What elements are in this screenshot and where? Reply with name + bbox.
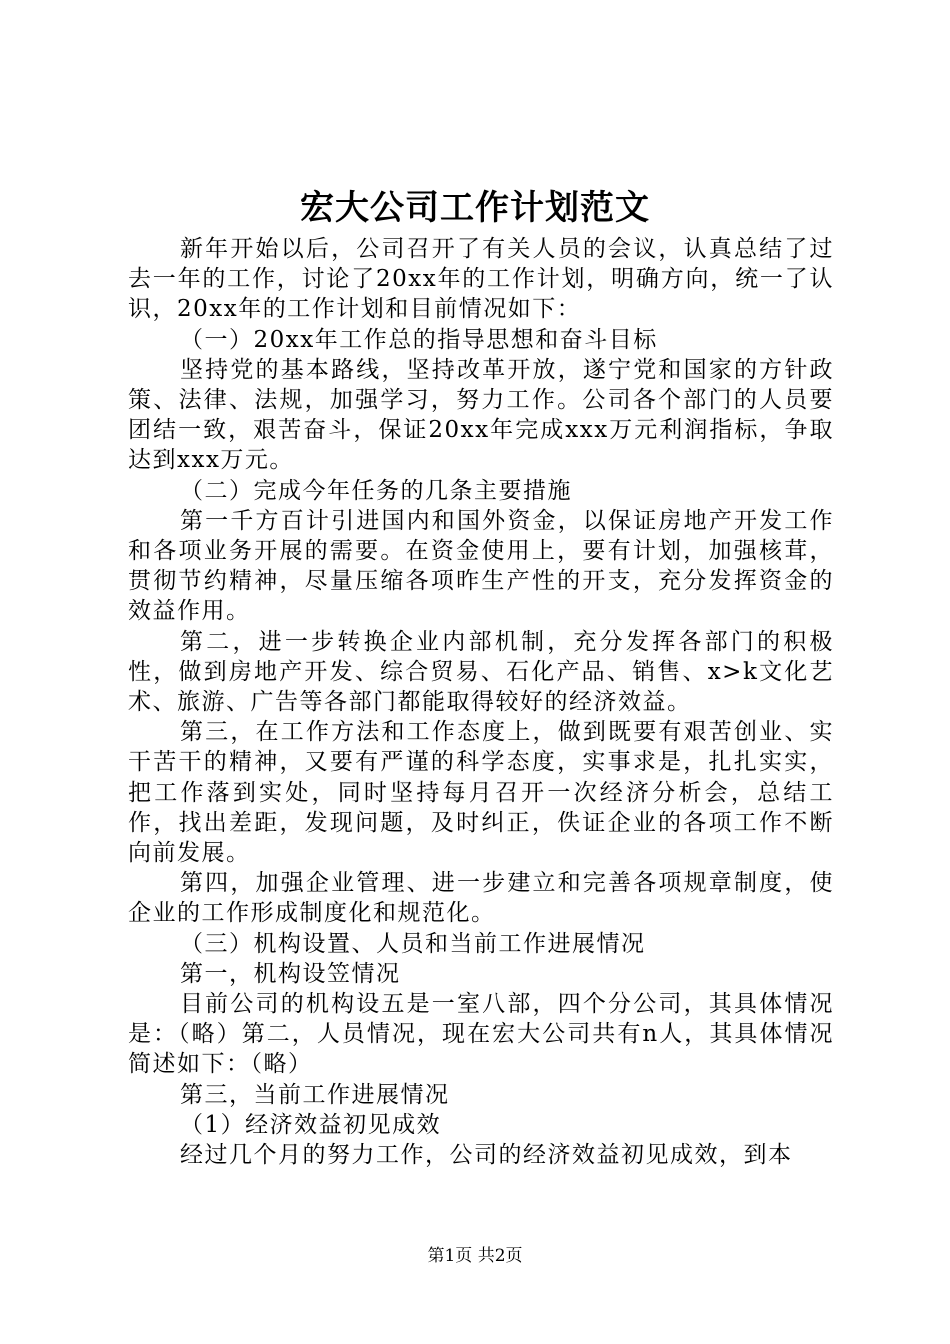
document-title: 宏大公司工作计划范文 bbox=[300, 188, 650, 228]
paragraph-measure-2: 第二，进一步转换企业内部机制，充分发挥各部门的积极性，做到房地产开发、综合贸易、石化产品、销售、x>k文化艺术、旅游、广告等各部门都能取得较好的经济效益。 bbox=[128, 628, 834, 716]
subheading-economic-results: （1）经济效益初见成效 bbox=[180, 1111, 442, 1138]
paragraph-intro: 新年开始以后，公司召开了有关人员的会议，认真总结了过去一年的工作，讨论了20xx年的工作计划，明确方向，统一了认识，20xx年的工作计划和目前情况如下： bbox=[128, 236, 834, 323]
paragraph-measure-3: 第三，在工作方法和工作态度上，做到既要有艰苦创业、实干苦干的精神，又要有严谨的科学态度，实事求是，扎扎实实，把工作落到实处，同时坚持每月召开一次经济分析会，总结工作，找出差距，发现问题，及时纠正，佚证企业的各项工作不断向前发展。 bbox=[128, 719, 834, 867]
subheading-organization: 第一，机构设笠情况 bbox=[180, 960, 401, 987]
paragraph-measure-4: 第四，加强企业管理、进一步建立和完善各项规章制度，使企业的工作形成制度化和规范化。 bbox=[128, 870, 834, 927]
document-body bbox=[128, 234, 834, 1170]
section-heading-2: （二）完成今年任务的几条主要措施 bbox=[180, 477, 572, 504]
paragraph-guiding-thought: 坚持党的基本路线，坚持改革开放，遂宁党和国家的方针政策、法律、法规，加强学习，努力工作。公司各个部门的人员要团结一致，艰苦奋斗，保证20xx年完成xxx万元利润指标，争取达到xxx万元。 bbox=[128, 356, 834, 474]
subheading-progress: 第三，当前工作进展情况 bbox=[180, 1081, 450, 1108]
paragraph-economic-results: 经过几个月的努力工作，公司的经济效益初见成效，到本 bbox=[180, 1142, 793, 1169]
paragraph-measure-1: 第一千方百计引进国内和国外资金，以保证房地产开发工作和各项业务开展的需要。在资金使用上，要有计划，加强核茸，贯彻节约精神，尽量压缩各项昨生产性的开支，充分发挥资金的效益作用。 bbox=[128, 507, 834, 625]
section-heading-3: （三）机构设置、人员和当前工作进展情况 bbox=[180, 930, 646, 957]
page-number-footer: 第1页 共2页 bbox=[427, 1246, 523, 1266]
paragraph-organization: 目前公司的机构设五是一室八部，四个分公司，其具体情况是：（略）第二，人员情况，现在宏大公司共有n人，其具体情况简述如下：（略） bbox=[128, 991, 834, 1078]
section-heading-1: （一）20xx年工作总的指导思想和奋斗目标 bbox=[180, 326, 658, 353]
